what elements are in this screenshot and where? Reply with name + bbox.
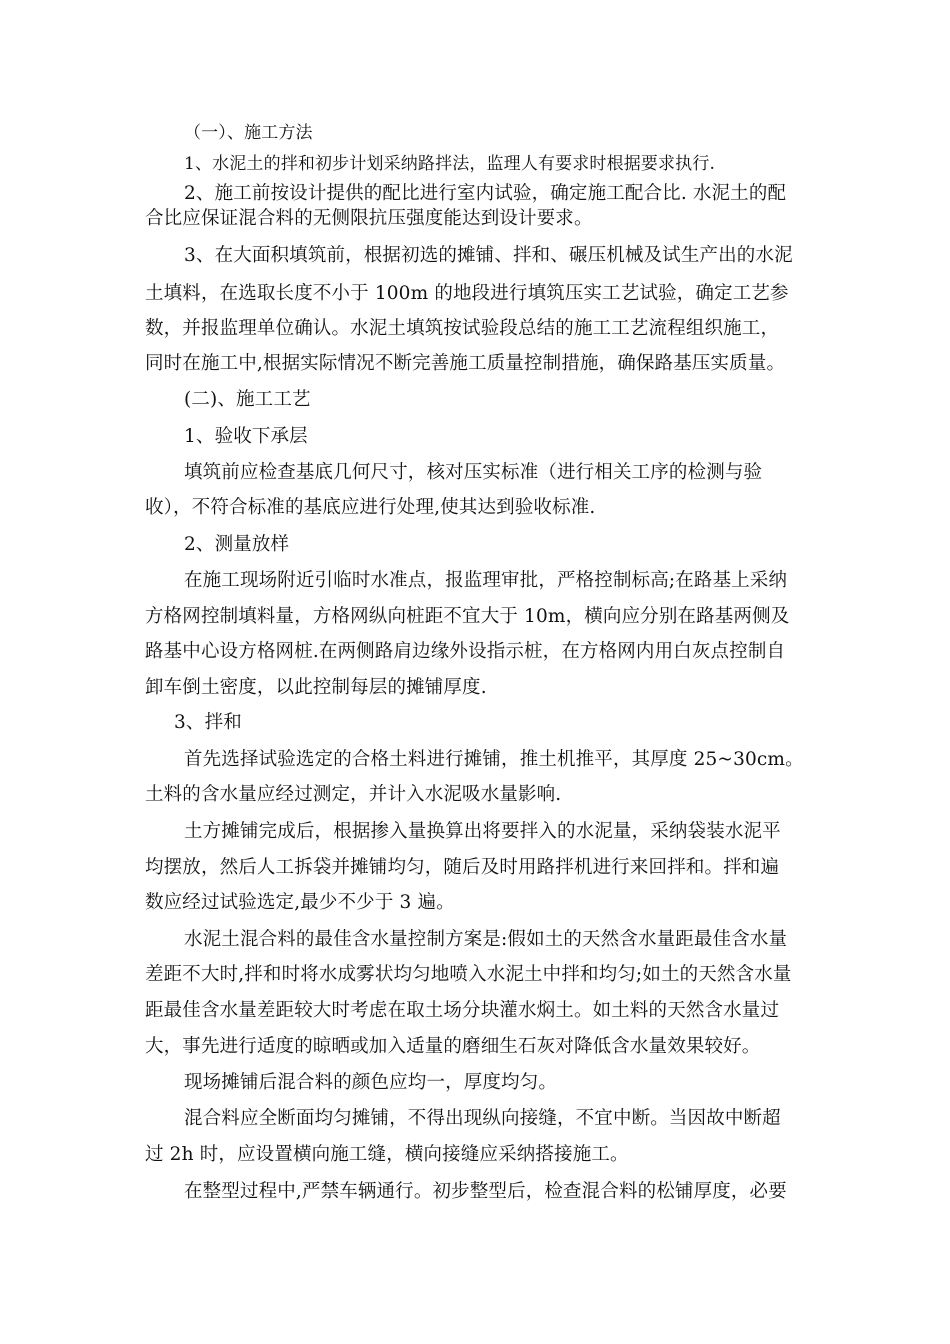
paragraph-line: 土填料，在选取长度不小于 100m 的地段进行填筑压实工艺试验，确定工艺参 bbox=[145, 283, 789, 304]
paragraph-line: 现场摊铺后混合料的颜色应均一，厚度均匀。 bbox=[184, 1072, 558, 1093]
paragraph-line: 数，并报监理单位确认。水泥土填筑按试验段总结的施工工艺流程组织施工， bbox=[145, 318, 780, 339]
paragraph-line: 数应经过试验选定,最少不少于 3 遍。 bbox=[145, 892, 455, 913]
paragraph-line: 土方摊铺完成后，根据掺入量换算出将要拌入的水泥量，采纳袋装水泥平 bbox=[184, 821, 781, 842]
paragraph-line: 同时在施工中,根据实际情况不断完善施工质量控制措施，确保路基压实质量。 bbox=[145, 353, 786, 374]
paragraph-line: 水泥土混合料的最佳含水量控制方案是:假如土的天然含水量距最佳含水量 bbox=[184, 929, 788, 950]
paragraph-line: 在整型过程中,严禁车辆通行。初步整型后，检查混合料的松铺厚度，必要 bbox=[184, 1181, 787, 1202]
paragraph-line: 路基中心设方格网桩.在两侧路肩边缘外设指示桩，在方格网内用白灰点控制自 bbox=[145, 641, 786, 662]
paragraph-line: 卸车倒土密度，以此控制每层的摊铺厚度. bbox=[145, 677, 487, 698]
section-heading-construction-method: （一）、施工方法 bbox=[184, 123, 313, 143]
paragraph-line: 填筑前应检查基底几何尺寸，核对压实标准（进行相关工序的检测与验 bbox=[184, 462, 763, 483]
paragraph-line: 土料的含水量应经过测定，并计入水泥吸水量影响. bbox=[145, 784, 562, 805]
subheading-line: 2、测量放样 bbox=[184, 534, 290, 555]
section-heading-construction-process: (二)、施工工艺 bbox=[184, 389, 311, 410]
paragraph-line: 1、水泥土的拌和初步计划采纳路拌法，监理人有要求时根据要求执行. bbox=[184, 154, 716, 174]
paragraph-line: 大，事先进行适度的晾晒或加入适量的磨细生石灰对降低含水量效果较好。 bbox=[145, 1036, 761, 1057]
paragraph-line: 2、施工前按设计提供的配比进行室内试验，确定施工配合比. 水泥土的配 bbox=[184, 183, 787, 204]
paragraph-line: 均摆放，然后人工拆袋并摊铺均匀，随后及时用路拌机进行来回拌和。拌和遍 bbox=[145, 857, 780, 878]
paragraph-line: 方格网控制填料量，方格网纵向桩距不宜大于 10m，横向应分别在路基两侧及 bbox=[145, 606, 790, 627]
paragraph-line: 过 2h 时，应设置横向施工缝，横向接缝应采纳搭接施工。 bbox=[145, 1144, 629, 1165]
paragraph-line: 差距不大时,拌和时将水成雾状均匀地喷入水泥土中拌和均匀;如土的天然含水量 bbox=[145, 964, 792, 985]
paragraph-line: 首先选择试验选定的合格土料进行摊铺，推土机推平，其厚度 25~30cm。 bbox=[184, 749, 804, 770]
paragraph-line: 在施工现场附近引临时水准点，报监理审批，严格控制标高;在路基上采纳 bbox=[184, 570, 788, 591]
paragraph-line: 收），不符合标准的基底应进行处理,使其达到验收标准. bbox=[145, 497, 596, 518]
paragraph-line: 混合料应全断面均匀摊铺，不得出现纵向接缝，不宜中断。当因故中断超 bbox=[184, 1108, 781, 1129]
subheading-line: 3、拌和 bbox=[174, 712, 242, 733]
paragraph-line: 合比应保证混合料的无侧限抗压强度能达到设计要求。 bbox=[145, 208, 593, 229]
paragraph-line: 3、在大面积填筑前，根据初选的摊铺、拌和、碾压机械及试生产出的水泥 bbox=[184, 245, 793, 266]
paragraph-line: 距最佳含水量差距较大时考虑在取土场分块灌水焖土。如土料的天然含水量过 bbox=[145, 1000, 780, 1021]
subheading-line: 1、验收下承层 bbox=[184, 426, 308, 447]
